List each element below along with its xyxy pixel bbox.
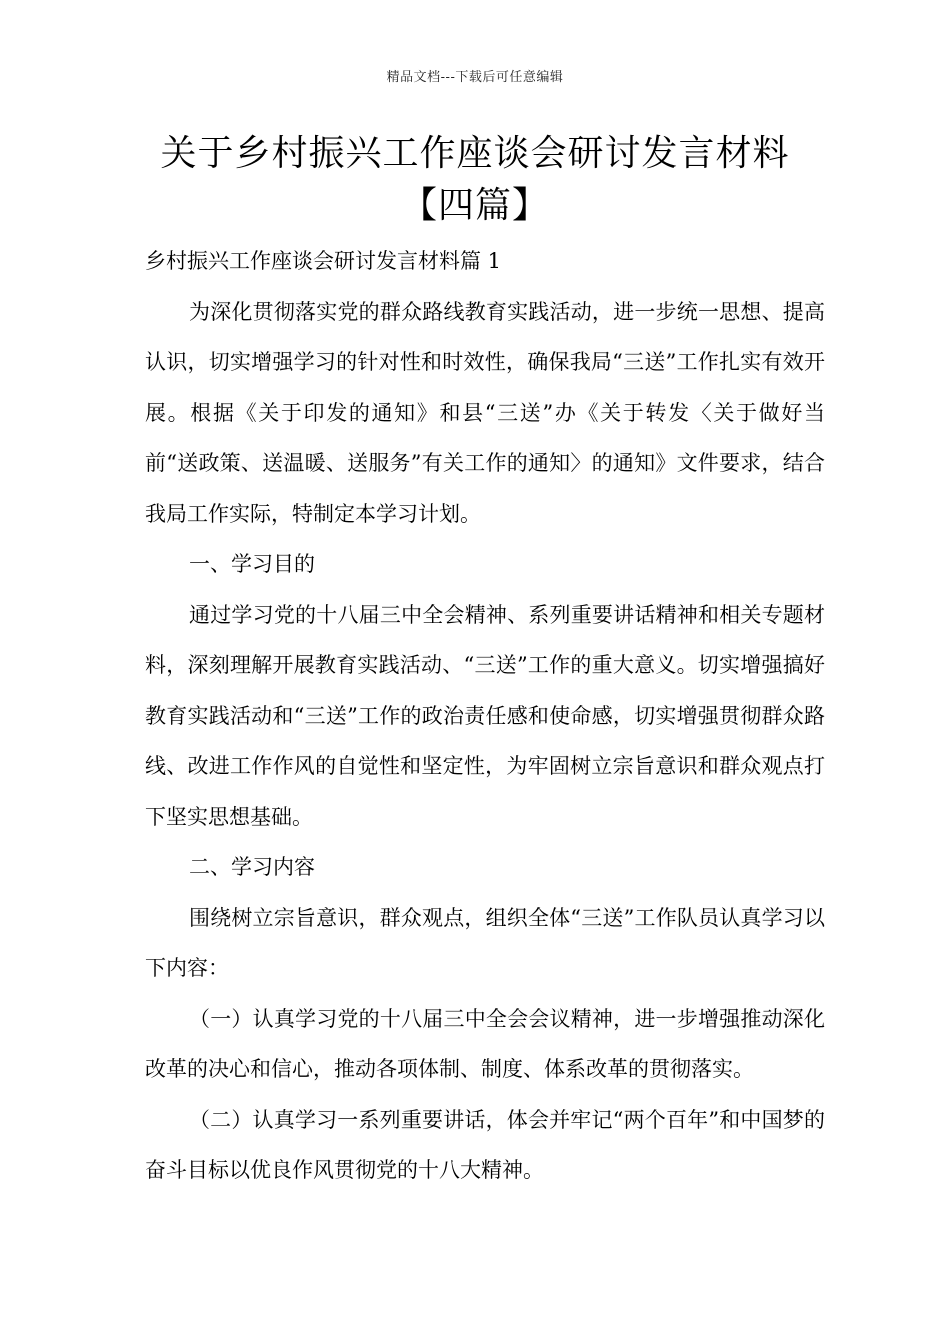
document-body [145,236,825,1196]
title-line-1: 关于乡村振兴工作座谈会研讨发言材料 [160,133,790,174]
heading-study-purpose: 一、学习目的 [189,552,315,576]
heading-study-content: 二、学习内容 [189,855,315,879]
paragraph-study-purpose: 通过学习党的十八届三中全会精神、系列重要讲话精神和相关专题材料，深刻理解开展教育实践活动、“三送”工作的重大意义。切实增强搞好教育实践活动和“三送”工作的政治责任感和使命感，切实增强贯彻群众路线、改进工作作风的自觉性和坚定性，为牢固树立宗旨意识和群众观点打下坚实思想基础。 [145,602,825,829]
paragraph-study-content: 围绕树立宗旨意识，群众观点，组织全体“三送”工作队员认真学习以下内容： [145,905,825,980]
section-title: 乡村振兴工作座谈会研讨发言材料篇 1 [145,249,502,273]
paragraph-intro: 为深化贯彻落实党的群众路线教育实践活动，进一步统一思想、提高认识，切实增强学习的针对性和时效性，确保我局“三送”工作扎实有效开展。根据《关于印发的通知》和县“三送”办《关于转发〈关于做好当前“送政策、送温暖、送服务”有关工作的通知〉的通知》文件要求，结合我局工作实际，特制定本学习计划。 [145,299,825,526]
header-note: 精品文档---下载后可任意编辑 [386,70,564,85]
document-title [95,128,855,232]
paragraph-item-2: （二）认真学习一系列重要讲话，体会并牢记“两个百年”和中国梦的奋斗目标以优良作风贯彻党的十八大精神。 [145,1107,825,1182]
paragraph-item-1: （一）认真学习党的十八届三中全会会议精神，进一步增强推动深化改革的决心和信心，推动各项体制、制度、体系改革的贯彻落实。 [145,1006,825,1081]
title-line-2: 【四篇】 [400,185,549,226]
